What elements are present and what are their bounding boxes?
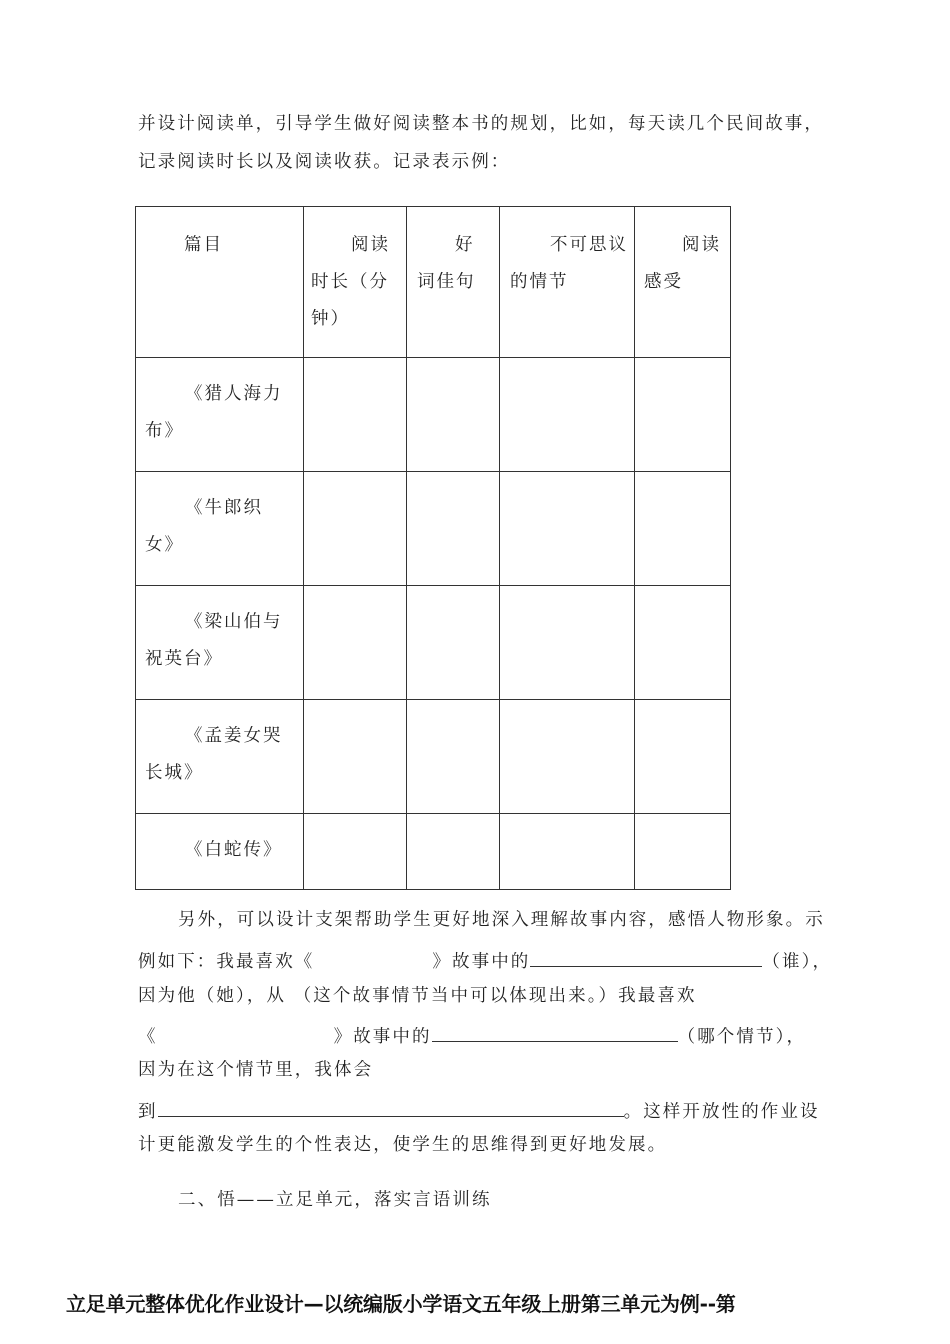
table-row — [136, 814, 731, 890]
section-heading: 二、悟——立足单元，落实言语训练 — [178, 1190, 492, 1210]
title-line: 《孟姜女哭 — [185, 726, 283, 746]
header-cell-plot — [500, 207, 635, 358]
duration-cell — [304, 814, 407, 890]
title-line: 长城》 — [145, 763, 204, 783]
header-line: 的情节 — [510, 272, 569, 292]
phrases-cell — [407, 700, 500, 814]
title-line: 祝英台》 — [145, 649, 223, 669]
para-text: 。这样开放性的作业设 — [623, 1102, 820, 1122]
plot-cell — [500, 472, 635, 586]
title-cell — [136, 700, 304, 814]
phrases-cell — [407, 358, 500, 472]
title-cell — [136, 586, 304, 700]
para-line-3: 因为他（她），从 （这个故事情节当中可以体现出来。）我最喜欢 — [138, 986, 697, 1006]
fill-blank-who[interactable] — [530, 948, 762, 967]
header-line: 钟） — [311, 309, 350, 329]
para-text: （谁）， — [762, 952, 833, 972]
reading-record-table — [135, 206, 731, 890]
title-line: 《梁山伯与 — [185, 612, 283, 632]
feeling-cell — [635, 358, 731, 472]
table-row — [136, 358, 731, 472]
intro-line-1: 并设计阅读单，引导学生做好阅读整本书的规划，比如，每天读几个民间故事， — [138, 114, 824, 134]
intro-line-2: 记录阅读时长以及阅读收获。记录表示例： — [138, 152, 511, 172]
header-line: 时长（分 — [311, 272, 389, 292]
table-header-row — [136, 207, 731, 358]
fill-blank-plot[interactable] — [432, 1023, 678, 1042]
header-line: 阅读 — [351, 235, 390, 255]
title-cell — [136, 472, 304, 586]
para-text: 》故事中的 — [432, 952, 531, 972]
header-cell-title — [136, 207, 304, 358]
table-row — [136, 700, 731, 814]
footer-title: 立足单元整体优化作业设计—以统编版小学语文五年级上册第三单元为例--第 — [66, 1292, 736, 1316]
phrases-cell — [407, 586, 500, 700]
plot-cell — [500, 814, 635, 890]
header-cell-phrases — [407, 207, 500, 358]
duration-cell — [304, 472, 407, 586]
plot-cell — [500, 700, 635, 814]
header-line: 不可思议 — [550, 235, 628, 255]
para-text: 》故事中的 — [333, 1027, 432, 1047]
duration-cell — [304, 358, 407, 472]
para-line-7: 计更能激发学生的个性表达，使学生的思维得到更好地发展。 — [138, 1135, 668, 1155]
title-cell — [136, 358, 304, 472]
fill-blank-feeling[interactable] — [158, 1098, 624, 1117]
plot-cell — [500, 358, 635, 472]
title-line: 《白蛇传》 — [185, 840, 283, 860]
header-cell-feeling — [635, 207, 731, 358]
para-text: （哪个情节）， — [677, 1027, 807, 1047]
para-text: 《 — [138, 1027, 158, 1047]
para-line-1: 另外，可以设计支架帮助学生更好地深入理解故事内容，感悟人物形象。示 — [178, 910, 825, 930]
feeling-cell — [635, 586, 731, 700]
feeling-cell — [635, 472, 731, 586]
phrases-cell — [407, 814, 500, 890]
plot-cell — [500, 586, 635, 700]
header-title-line: 篇目 — [184, 235, 223, 255]
header-line: 阅读 — [682, 235, 721, 255]
header-line: 词佳句 — [417, 272, 476, 292]
title-cell — [136, 814, 304, 890]
duration-cell — [304, 586, 407, 700]
title-line: 《牛郎织 — [185, 498, 263, 518]
para-line-6 — [138, 1098, 820, 1122]
duration-cell — [304, 700, 407, 814]
title-line: 布》 — [145, 421, 184, 441]
table-row — [136, 472, 731, 586]
header-cell-duration — [304, 207, 407, 358]
para-text: 例如下：我最喜欢《 — [138, 952, 315, 972]
feeling-cell — [635, 700, 731, 814]
para-text: 到 — [138, 1102, 158, 1122]
table-row — [136, 586, 731, 700]
para-line-4 — [138, 1023, 806, 1047]
phrases-cell — [407, 472, 500, 586]
title-line: 《猎人海力 — [185, 384, 283, 404]
feeling-cell — [635, 814, 731, 890]
header-line: 感受 — [644, 272, 683, 292]
title-line: 女》 — [145, 535, 184, 555]
para-line-5: 因为在这个情节里，我体会 — [138, 1060, 374, 1080]
header-line: 好 — [455, 235, 475, 255]
para-line-2 — [138, 948, 832, 972]
